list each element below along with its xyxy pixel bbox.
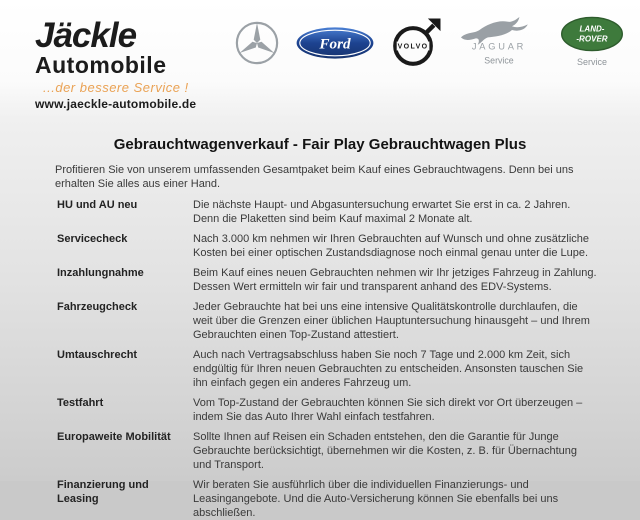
feature-description: Die nächste Haupt- und Abgasuntersuchung erwartet Sie erst in ca. 2 Jahren. Denn die Plaketten sind beim Kauf maximal 2 Monate alt. [193, 199, 571, 225]
feature-term: Fahrzeugcheck [57, 301, 138, 313]
dealer-website: www.jaeckle-automobile.de [35, 97, 197, 111]
dealer-logo [35, 18, 196, 110]
brand-logos [234, 16, 628, 69]
svg-text:-ROVER: -ROVER [576, 34, 608, 44]
content-area [0, 116, 640, 519]
feature-description: Jeder Gebrauchte hat bei uns eine intensive Qualitätskontrolle durchlaufen, die weit über die Grenzen einer üblichen Hauptuntersuchung hinausgeht – und Ihrem Gebrauchten einen Top-Zustand attestiert. [193, 301, 590, 341]
mercedes-logo [234, 20, 280, 66]
feature-description: Nach 3.000 km nehmen wir Ihren Gebrauchten auf Wunsch und ohne zusätzliche Kosten bei einer optischen Zustandsdiagnose noch einmal genau unter die Lupe. [193, 233, 590, 259]
svg-text:Ford: Ford [319, 35, 351, 53]
svg-text:VOLVO: VOLVO [397, 43, 429, 51]
feature-description: Wir beraten Sie ausführlich über die individuellen Finanzierungs- und Leasingangebote. Und die Auto-Versicherung können Sie ebenfalls bei uns abschließen. [193, 479, 559, 519]
svg-text:JAGUAR: JAGUAR [471, 41, 527, 51]
svg-text:Service: Service [577, 57, 607, 68]
landrover-logo [556, 16, 628, 69]
ford-logo [295, 26, 375, 60]
svg-text:LAND-: LAND- [579, 24, 605, 34]
page-title: Gebrauchtwagenverkauf - Fair Play Gebrauchtwagen Plus [113, 136, 527, 153]
intro-paragraph: Profitieren Sie von unserem umfassenden Gesamtpaket beim Kauf eines Gebrauchtwagens. Denn bei uns erhalten Sie alles aus einer Hand. [55, 164, 574, 190]
feature-description: Auch nach Vertragsabschluss haben Sie noch 7 Tage und 2.000 km Zeit, sich endgültig für Ihren neuen Gebrauchten zu entscheiden. Ansonsten tauschen Sie ihn einfach gegen ein anderes Fahrzeug um. [193, 349, 584, 389]
feature-term: Servicecheck [57, 233, 128, 245]
feature-term: Europaweite Mobilität [57, 431, 171, 443]
feature-description: Beim Kauf eines neuen Gebrauchten nehmen wir Ihr jetziges Fahrzeug in Zahlung. Dessen Wert ermitteln wir fair und transparent anhand des EDV-Systems. [193, 267, 597, 293]
ford-oval-icon [295, 26, 375, 60]
dealer-logo-subtitle: Automobile [35, 52, 167, 78]
svg-text:Service: Service [484, 54, 514, 65]
dealer-logo-name: Jäckle [35, 16, 137, 55]
landrover-oval-icon [556, 16, 628, 69]
feature-description: Sollte Ihnen auf Reisen ein Schaden entstehen, den die Garantie für Junge Gebrauchte berücksichtigt, übernehmen wir die Kosten, z. B. für Übernachtung und Transport. [193, 431, 577, 471]
feature-term: HU und AU neu [57, 199, 138, 211]
feature-term: Testfahrt [57, 397, 104, 409]
feature-term: Finanzierung und Leasing [57, 479, 149, 505]
feature-term: Inzahlungnahme [57, 267, 144, 279]
jaguar-logo [457, 17, 541, 69]
mercedes-star-icon [234, 20, 280, 66]
volvo-logo [390, 17, 442, 69]
feature-term: Umtauschrecht [57, 349, 138, 361]
jaguar-leaper-icon [457, 17, 541, 69]
feature-description: Vom Top-Zustand der Gebrauchten können Sie sich direkt vor Ort überzeugen – indem Sie das Auto Ihrer Wahl einfach testfahren. [193, 397, 583, 423]
feature-list [57, 198, 640, 520]
volvo-iron-mark-icon [390, 17, 442, 69]
site-header [0, 0, 640, 116]
dealer-tagline: ...der bessere Service ! [43, 80, 189, 95]
